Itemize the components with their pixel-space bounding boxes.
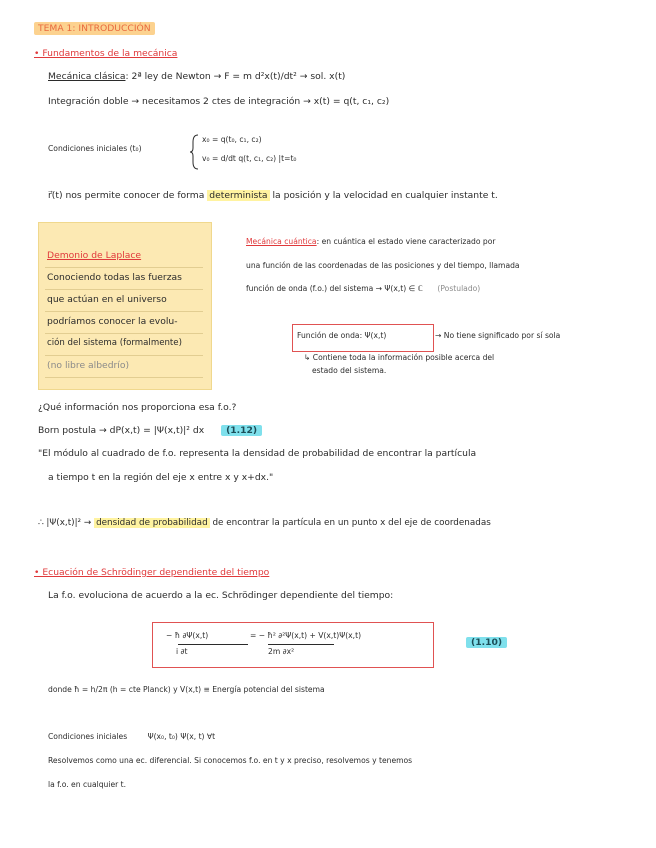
note-rule bbox=[45, 333, 203, 334]
determinist-highlight: determinista bbox=[209, 190, 268, 201]
solve-line-2: la f.o. en cualquier t. bbox=[48, 780, 127, 789]
classical-label: Mecánica clásica bbox=[48, 71, 126, 82]
contains-line-2: estado del sistema. bbox=[312, 366, 387, 375]
quantum-label: Mecánica cuántica bbox=[246, 237, 317, 246]
eq-right-fraction-bar bbox=[268, 644, 334, 645]
tema-title: TEMA 1: INTRODUCCIÓN bbox=[34, 24, 155, 35]
born-quote-1: "El módulo al cuadrado de f.o. representa la densidad de probabilidad de encontrar la partícula bbox=[38, 448, 477, 459]
classical-text: : 2ª ley de Newton → F = m d²x(t)/dt² → sol. x(t) bbox=[125, 71, 346, 82]
note-line: Conociendo todas las fuerzas bbox=[47, 272, 182, 283]
note-rule bbox=[45, 267, 203, 268]
note-title: Demonio de Laplace bbox=[47, 250, 142, 261]
therefore-line: ∴ |Ψ(x,t)|² → densidad de probabilidad de encontrar la partícula en un punto x del eje de coordenadas bbox=[38, 518, 491, 528]
note-line: podríamos conocer la evolu- bbox=[47, 316, 178, 327]
note-line: ción del sistema (formalmente) bbox=[47, 338, 182, 348]
schrodinger-equation-box bbox=[152, 622, 434, 668]
eq-left-denominator: i ∂t bbox=[176, 647, 188, 656]
donde-line: donde ħ = h/2π (h = cte Planck) y V(x,t) ≡ Energía potencial del sistema bbox=[48, 685, 325, 694]
brace-icon bbox=[190, 134, 200, 170]
note-rule bbox=[45, 289, 203, 290]
quantum-line-2: una función de las coordenadas de las posiciones y del tiempo, llamada bbox=[246, 261, 520, 270]
initial-conditions-label: Condiciones iniciales (t₀) bbox=[48, 144, 142, 153]
born-quote-2: a tiempo t en la región del eje x entre x y x+dx." bbox=[48, 472, 274, 483]
solve-line-1: Resolvemos como una ec. diferencial. Si conocemos f.o. en t y x preciso, resolvemos y tenemos bbox=[48, 756, 413, 765]
determinism-line: r⃗(t) nos permite conocer de forma determinista la posición y la velocidad en cualquier instante t. bbox=[48, 190, 498, 201]
classical-mechanics-line bbox=[48, 72, 345, 83]
ic-line-1: x₀ = q(t₀, c₁, c₂) bbox=[202, 135, 262, 144]
integration-line: Integración doble → necesitamos 2 ctes de integración → x(t) = q(t, c₁, c₂) bbox=[48, 96, 390, 107]
contains-line-1: ↳ Contiene toda la información posible acerca del bbox=[304, 353, 495, 362]
eq-right-denominator: 2m ∂x² bbox=[268, 647, 295, 656]
wavefunction-label: Función de onda: Ψ(x,t) bbox=[297, 331, 387, 340]
note-rule bbox=[45, 311, 203, 312]
no-meaning-text: → No tiene significado por sí sola bbox=[435, 331, 561, 340]
born-eq-tag: (1.12) bbox=[221, 425, 262, 436]
schrodinger-intro: La f.o. evoluciona de acuerdo a la ec. Schrödinger dependiente del tiempo: bbox=[48, 590, 394, 601]
section-heading-fundamentos: • Fundamentos de la mecánica bbox=[34, 48, 178, 59]
schrodinger-eq-tag: (1.10) bbox=[466, 638, 507, 649]
note-rule bbox=[45, 355, 203, 356]
note-line: que actúan en el universo bbox=[47, 294, 167, 305]
eq-left-fraction-bar bbox=[178, 644, 248, 645]
eq-left-numerator: − ħ ∂Ψ(x,t) bbox=[166, 631, 209, 640]
section-heading-schrodinger: • Ecuación de Schrödinger dependiente del tiempo bbox=[34, 567, 270, 578]
laplace-sticky-note bbox=[38, 222, 212, 390]
born-question: ¿Qué información nos proporciona esa f.o.? bbox=[38, 402, 237, 413]
ic-line-2: v₀ = d/dt q(t, c₁, c₂) |t=t₀ bbox=[202, 154, 297, 163]
density-highlight: densidad de probabilidad bbox=[96, 518, 208, 528]
eq-right-numerator: = − ħ² ∂²Ψ(x,t) + V(x,t)Ψ(x,t) bbox=[250, 631, 362, 640]
born-line: Born postula → dP(x,t) = |Ψ(x,t)|² dx (1.12) bbox=[38, 426, 262, 437]
note-line: (no libre albedrío) bbox=[47, 360, 130, 371]
initial-conditions-line: Condiciones iniciales Ψ(x₀, t₀) Ψ(x, t) ∀t bbox=[48, 732, 216, 741]
quantum-line-3: función de onda (f.o.) del sistema → Ψ(x,t) ∈ ℂ (Postulado) bbox=[246, 284, 481, 293]
note-rule bbox=[45, 377, 203, 378]
quantum-line-1: Mecánica cuántica: en cuántica el estado viene caracterizado por bbox=[246, 237, 496, 246]
postulate-note: (Postulado) bbox=[437, 284, 481, 293]
